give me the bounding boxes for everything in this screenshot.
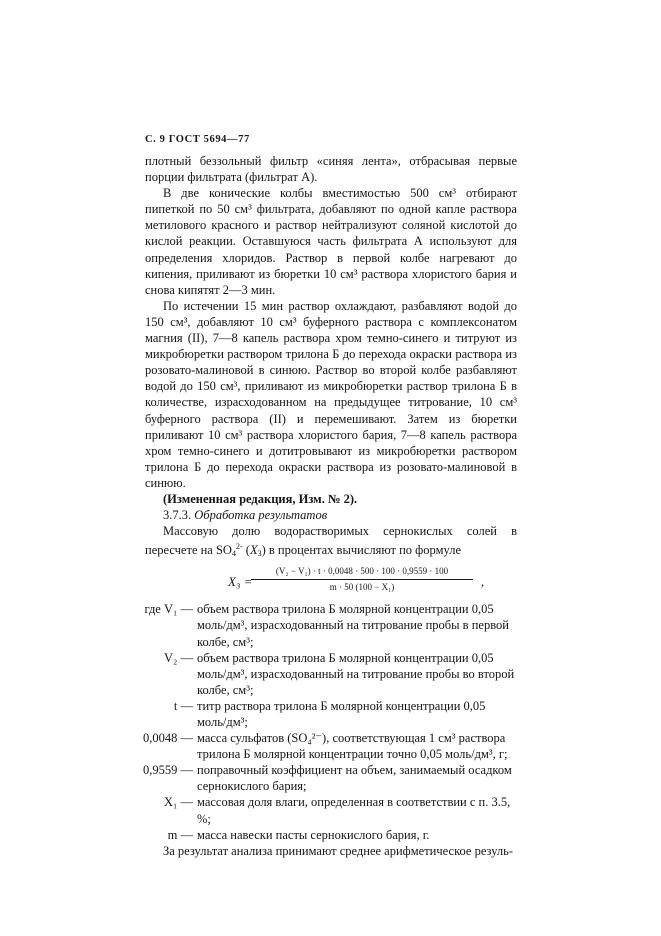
formula-lhs: X₃ =: [228, 574, 253, 590]
definition-text: поправочный коэффициент на объем, занимаемый осадком сернокислого бария;: [197, 763, 512, 794]
intro-sub: 4: [231, 549, 236, 559]
intro-text-1: Массовую долю водорастворимых сернокислых солей в пересчете на SO: [145, 524, 517, 558]
definition-text: титр раствора трилона Б молярной концентрации 0,05 моль/дм³;: [197, 698, 486, 729]
revision-note: (Измененная редакция, Изм. № 2).: [163, 491, 358, 506]
fraction-bar: [251, 579, 473, 580]
definition-x1: [135, 794, 517, 826]
definition-symbol: m —: [167, 827, 193, 842]
formula-fraction: [251, 565, 473, 593]
page-header: С. 9 ГОСТ 5694—77: [145, 134, 250, 145]
intro-variable-sub: 3: [257, 549, 262, 559]
paragraph-flasks: В две конические колбы вместимостью 500 см³ отбирают пипеткой по 50 см³ фильтрата, добавляют по одной капле раствора метилового красного и раствор нейтрализуют соляной кислотой до кислой реакции. Оставшуюся часть фильтрата А используют для определения хлоридов. Раствор в первой колбе нагревают до кипения, приливают из бюретки 10 см³ раствора хлористого бария и снова кипятят 2—3 мин.: [145, 186, 517, 297]
paragraph-filter: плотный беззольный фильтр «синяя лента», отбрасывая первые порции фильтрата (фильтрат А).: [145, 154, 517, 185]
definition-v1: [135, 601, 517, 649]
definition-symbol: V₂ —: [163, 650, 193, 665]
intro-sup: 2-: [235, 542, 243, 552]
intro-text-3: ) в процентах вычисляют по формуле: [261, 543, 461, 558]
formula-numerator: (V₂ − V₁) · t · 0,0048 · 500 · 100 · 0,9559 · 100: [275, 566, 449, 577]
definition-text: массовая доля влаги, определенная в соответствии с п. 3.5, %;: [197, 795, 511, 826]
formula: [145, 565, 517, 599]
paragraph-titration: По истечении 15 мин раствор охлаждают, разбавляют водой до 150 см³, добавляют 10 см³ буферного раствора с комплексонатом магния (II), 7—8 капель раствора хром темно-синего и титруют из микробюретки раствором трилона Б до перехода окраски раствора из розовато-малиновой в синюю. Раствор во второй колбе разбавляют водой до 150 см³, приливают из микробюретки раствор трилона Б в количестве, израсходованном на предыдущее титрование, 10 см³ буферного раствора (II) и перемешивают. Затем из бюретки приливают 10 см³ раствора хлористого бария, 7—8 капель раствора хром темно-синего и дотитровывают из микробюретки раствором трилона Б до перехода окраски раствора из розовато-малиновой в синюю.: [145, 298, 517, 490]
formula-denominator: m · 50 (100 − X₁): [329, 582, 395, 593]
intro-text-2: (: [242, 543, 250, 558]
definitions-list: [135, 601, 517, 842]
definition-text: масса навески пасты сернокислого бария, г.: [197, 827, 430, 842]
paragraph-conclusion: За результат анализа принимают среднее арифметическое резуль-: [163, 843, 514, 858]
definition-0-9559: [135, 762, 517, 794]
definition-symbol: где V₁ —: [144, 602, 193, 617]
document-body: [145, 153, 517, 859]
definition-0-0048: [135, 730, 517, 762]
section-title: Обработка результатов: [194, 508, 328, 523]
definition-v2: [135, 650, 517, 698]
definition-text: объем раствора трилона Б молярной концентрации 0,05 моль/дм³, израсходованный на титрование пробы в первой колбе, см³;: [197, 602, 509, 649]
intro-variable: X: [249, 543, 258, 558]
definition-text: масса сульфатов (SO₄²⁻), соответствующая 1 см³ раствора трилона Б молярной концентрации точно 0,05 моль/дм³, г;: [197, 731, 508, 762]
section-number: 3.7.3.: [163, 508, 192, 523]
definition-symbol: X₁ —: [163, 795, 193, 810]
section-heading: [145, 507, 517, 523]
formula-trailing: ,: [481, 575, 485, 590]
definition-m: [135, 827, 517, 843]
definition-symbol: 0,0048 —: [143, 731, 193, 746]
definition-symbol: t —: [173, 698, 193, 713]
definition-text: объем раствора трилона Б молярной концентрации 0,05 моль/дм³, израсходованный на титрование пробы во второй колбе, см³;: [197, 650, 515, 697]
definition-symbol: 0,9559 —: [143, 763, 193, 778]
paragraph-formula-intro: [145, 523, 517, 562]
definition-t: [135, 698, 517, 730]
